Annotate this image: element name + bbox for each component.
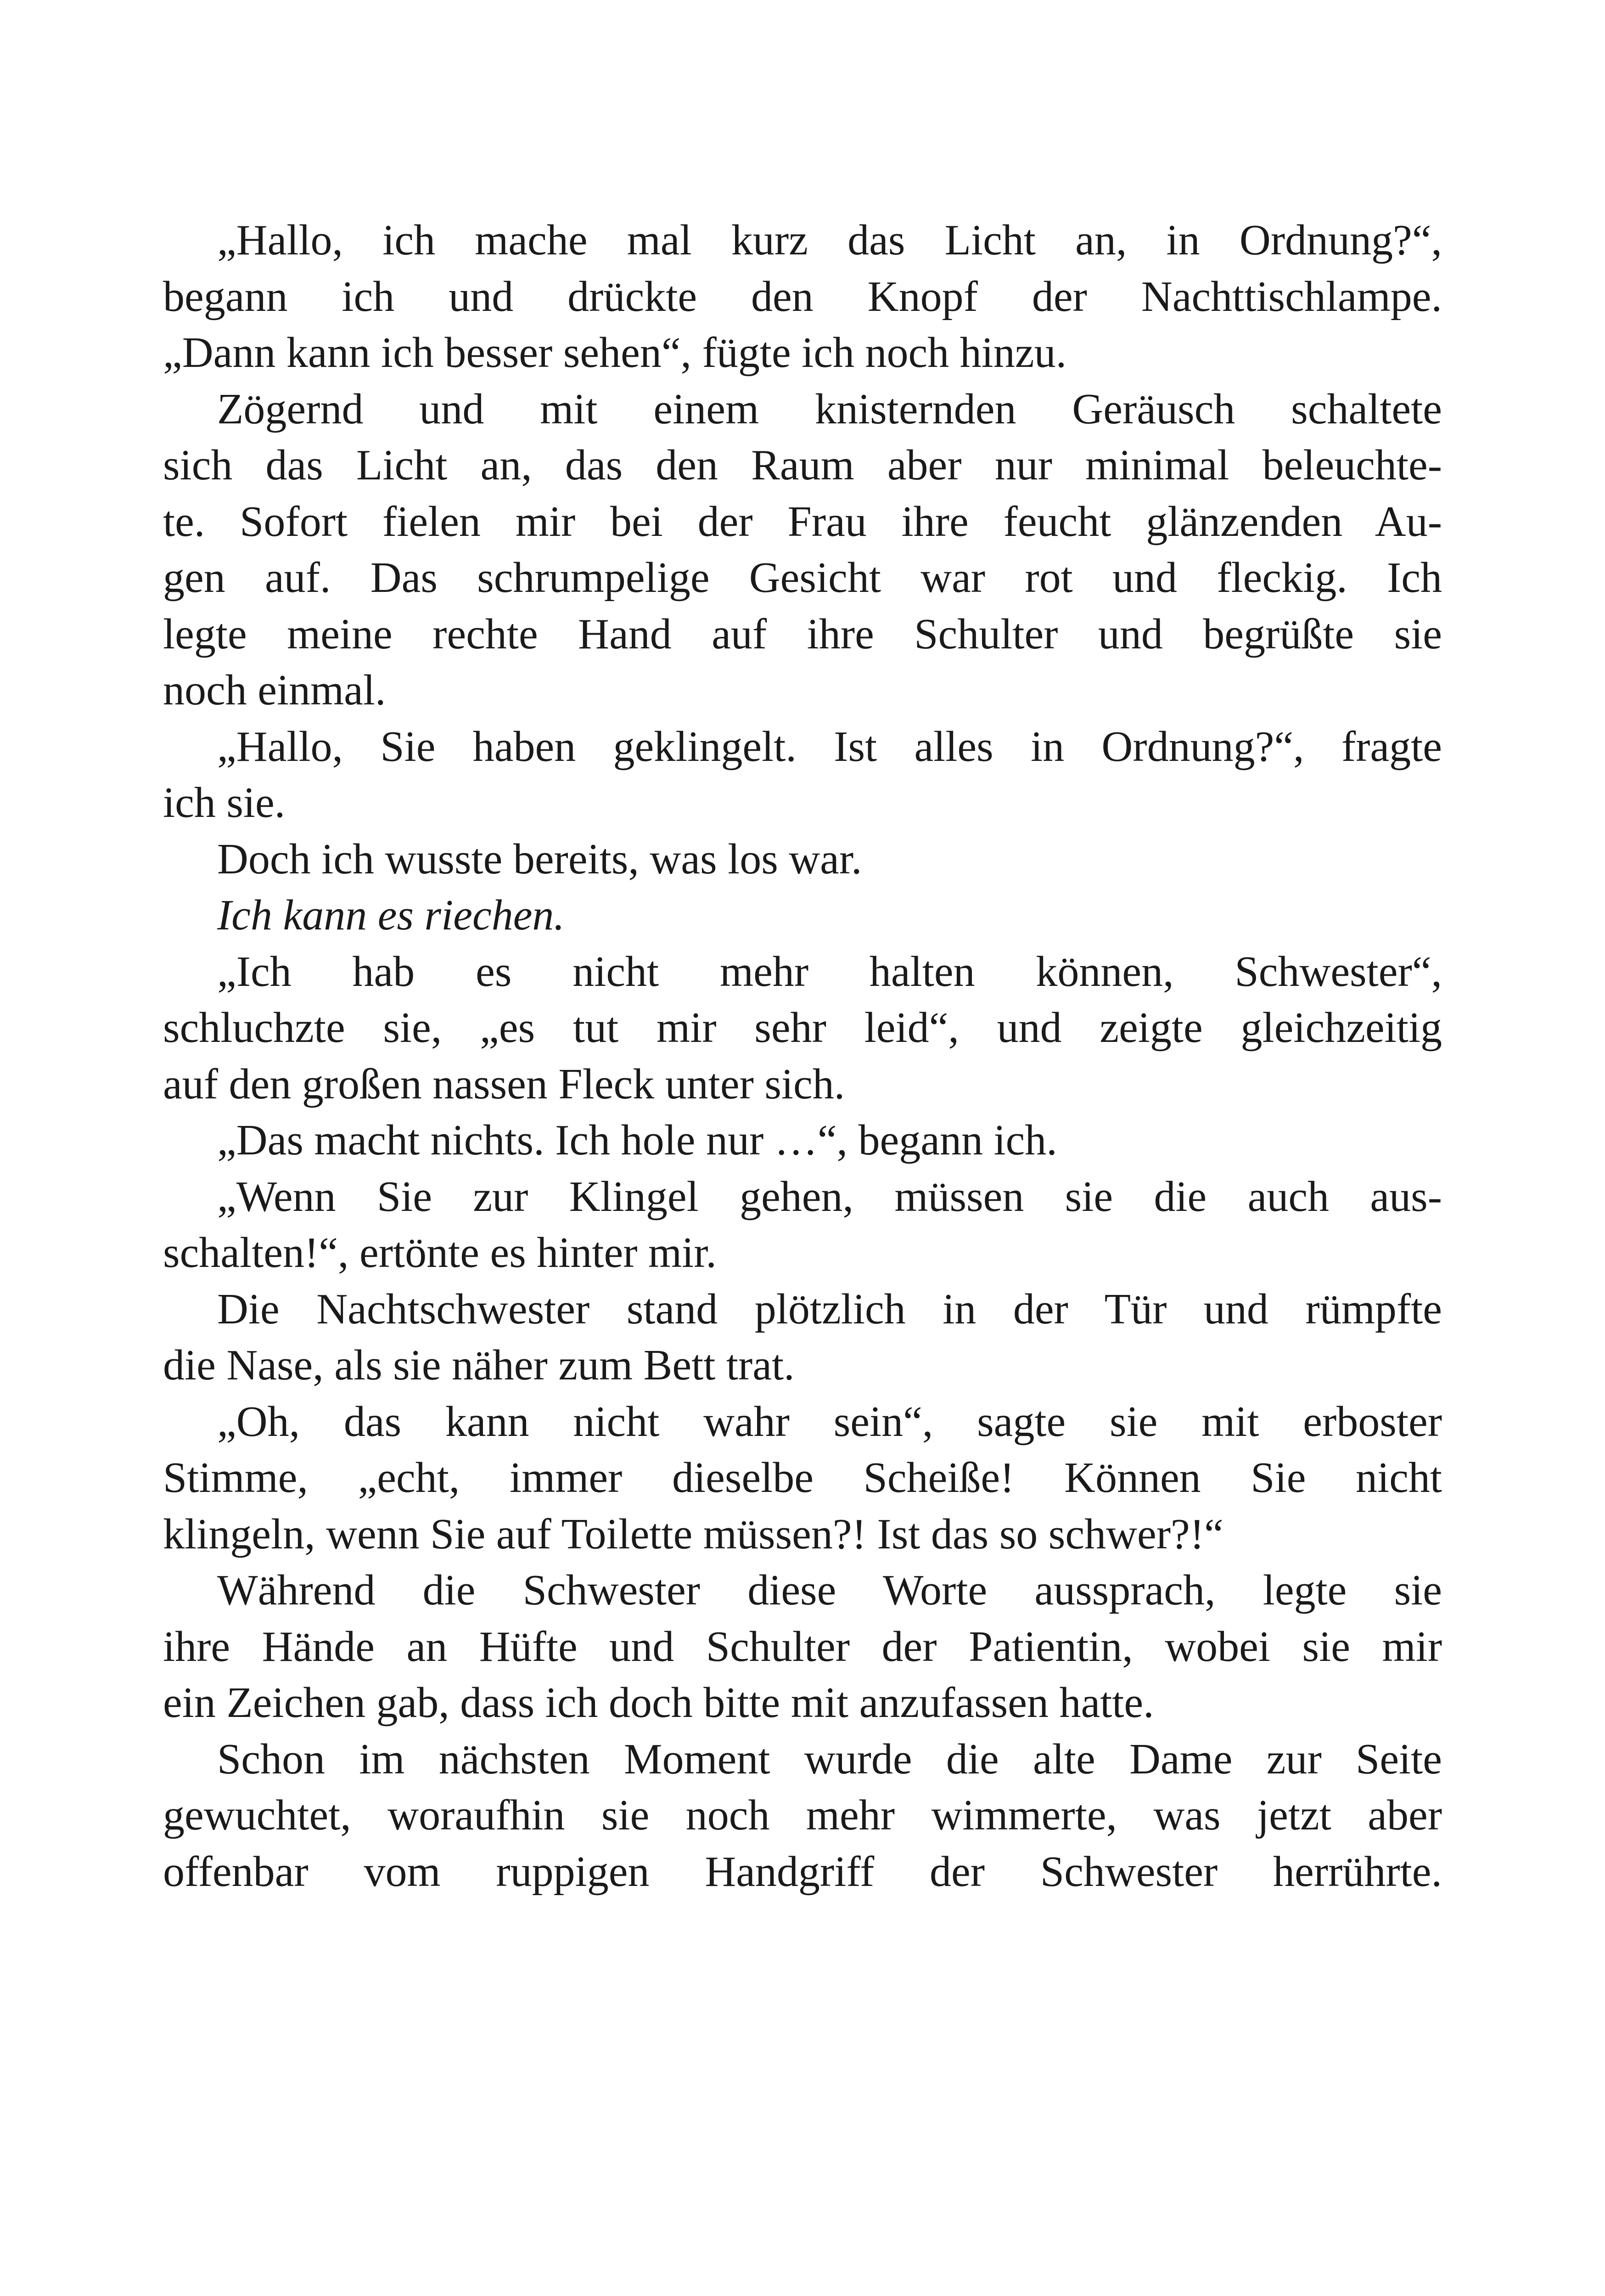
text-line: schluchzte sie, „es tut mir sehr leid“, und zeigte gleichzeitig bbox=[163, 1004, 1442, 1052]
text-line: klingeln, wenn Sie auf Toilette müssen?! Ist das so schwer?!“ bbox=[163, 1510, 1223, 1558]
text-line: noch einmal. bbox=[163, 666, 386, 714]
text-line: Schon im nächsten Moment wurde die alte Dame zur Seite bbox=[217, 1735, 1442, 1783]
text-line: die Nase, als sie näher zum Bett trat. bbox=[163, 1341, 795, 1389]
text-line: „Ich hab es nicht mehr halten können, Schwester“, bbox=[217, 947, 1442, 996]
text-line: te. Sofort fielen mir bei der Frau ihre feucht glänzenden Au- bbox=[163, 497, 1442, 546]
text-line: Doch ich wusste bereits, was los war. bbox=[217, 835, 862, 883]
text-line: Die Nachtschwester stand plötzlich in der Tür und rümpfte bbox=[217, 1285, 1442, 1333]
text-line: „Oh, das kann nicht wahr sein“, sagte sie mit erboster bbox=[217, 1397, 1442, 1446]
text-line: „Dann kann ich besser sehen“, fügte ich noch hinzu. bbox=[163, 329, 1067, 377]
body-text bbox=[163, 212, 1442, 1900]
text-line: sich das Licht an, das den Raum aber nur minimal beleuchte- bbox=[163, 441, 1442, 489]
text-line: gen auf. Das schrumpelige Gesicht war rot und fleckig. Ich bbox=[163, 554, 1442, 602]
text-line: Während die Schwester diese Worte aussprach, legte sie bbox=[217, 1566, 1442, 1614]
text-line: legte meine rechte Hand auf ihre Schulter und begrüßte sie bbox=[163, 610, 1442, 658]
text-line: ich sie. bbox=[163, 779, 286, 827]
text-line: ihre Hände an Hüfte und Schulter der Patientin, wobei sie mir bbox=[163, 1622, 1442, 1671]
text-line: Ich kann es riechen. bbox=[217, 891, 565, 939]
text-line: „Hallo, ich mache mal kurz das Licht an, in Ordnung?“, bbox=[217, 216, 1442, 264]
text-line: auf den großen nassen Fleck unter sich. bbox=[163, 1060, 845, 1108]
text-line: „Wenn Sie zur Klingel gehen, müssen sie die auch aus- bbox=[217, 1172, 1442, 1221]
text-line: ein Zeichen gab, dass ich doch bitte mit anzufassen hatte. bbox=[163, 1679, 1154, 1727]
text-line: Stimme, „echt, immer dieselbe Scheiße! Können Sie nicht bbox=[163, 1454, 1442, 1502]
text-line: schalten!“, ertönte es hinter mir. bbox=[163, 1229, 717, 1277]
text-line: „Das macht nichts. Ich hole nur …“, begann ich. bbox=[217, 1116, 1057, 1164]
text-line: „Hallo, Sie haben geklingelt. Ist alles in Ordnung?“, fragte bbox=[217, 722, 1442, 771]
text-line: gewuchtet, woraufhin sie noch mehr wimmerte, was jetzt aber bbox=[163, 1791, 1442, 1839]
text-line: offenbar vom ruppigen Handgriff der Schwester herrührte. bbox=[163, 1847, 1442, 1896]
text-line: Zögernd und mit einem knisternden Geräusch schaltete bbox=[217, 385, 1442, 433]
text-line: begann ich und drückte den Knopf der Nachttischlampe. bbox=[163, 272, 1442, 321]
